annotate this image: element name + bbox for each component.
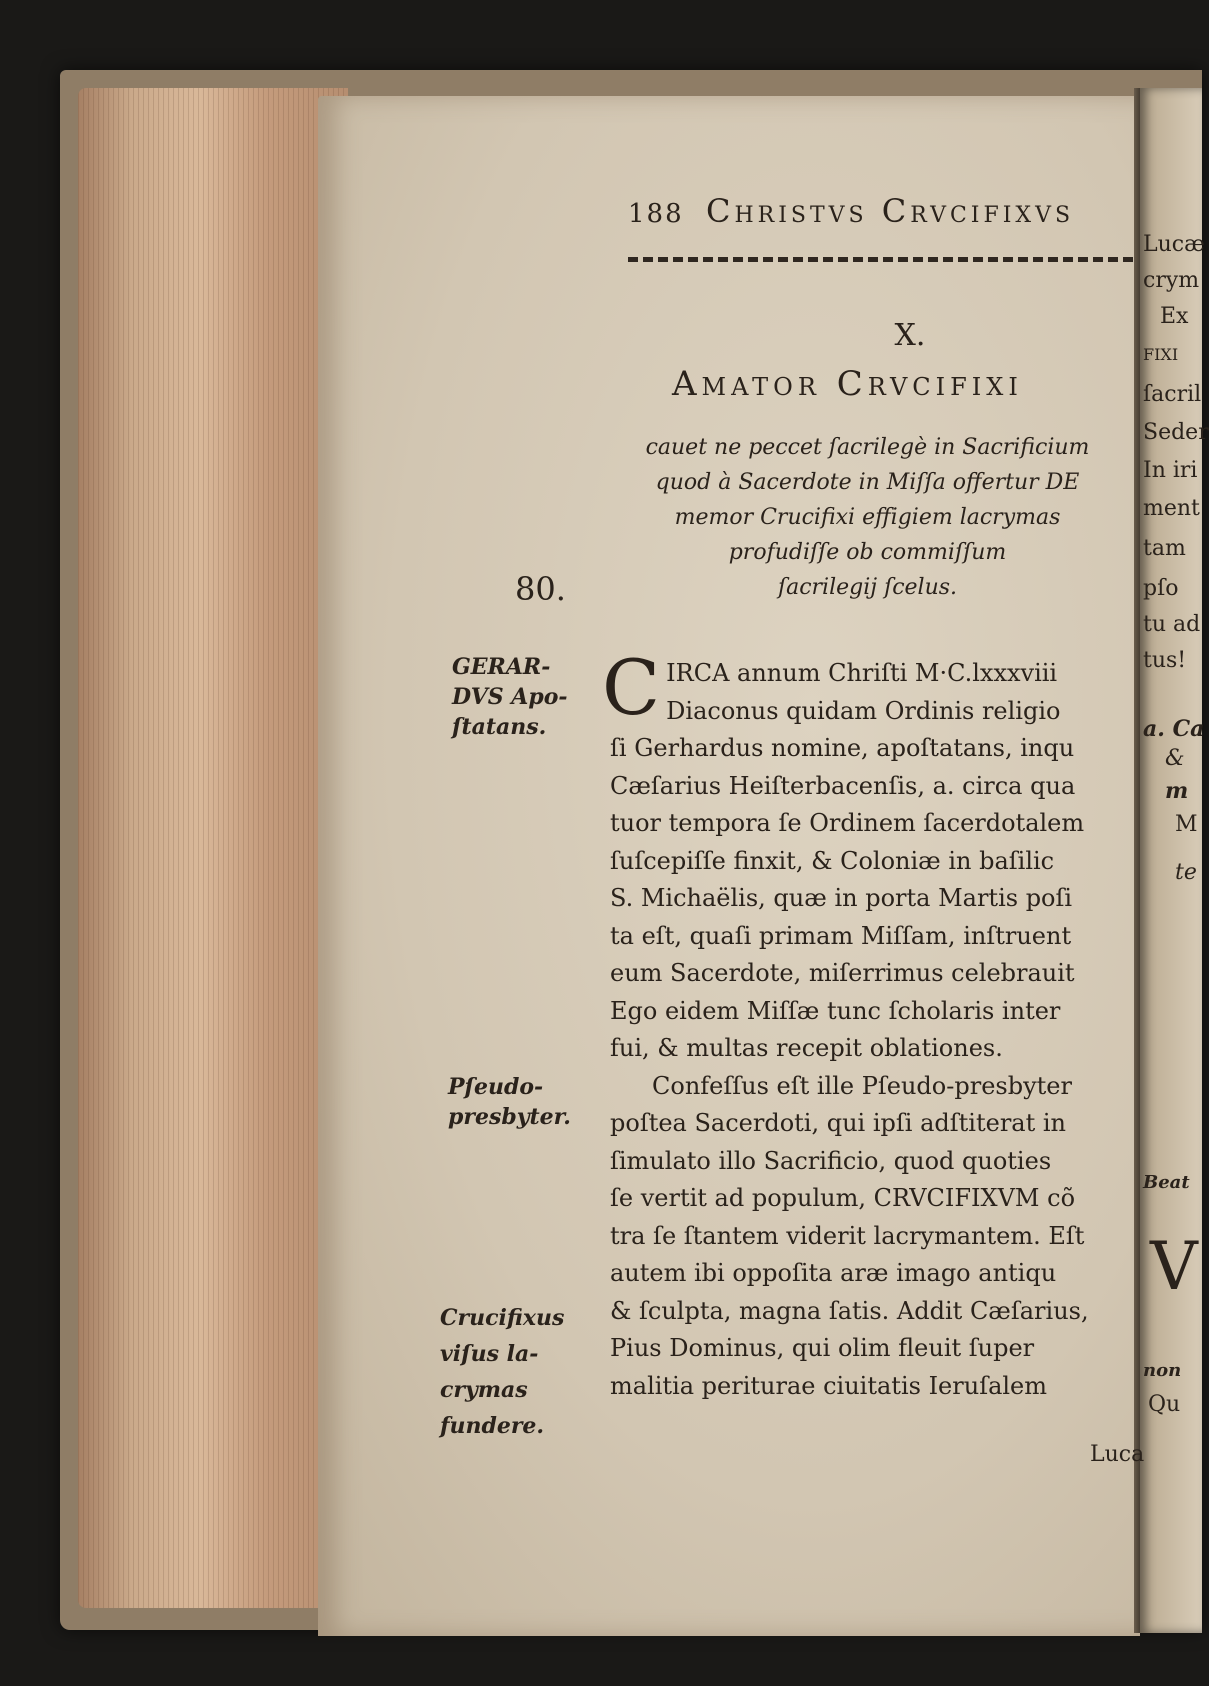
body-line: Ego eidem Miſſæ tunc ſcholaris inter [610,996,1061,1025]
body-line: Cæſarius Heiſterbacenſis, a. circa qua [610,771,1076,800]
facing-line: a. Ca [1143,716,1205,742]
section-number: X. [894,318,926,353]
facing-line: Qu [1148,1392,1181,1417]
facing-line: m [1165,778,1189,804]
facing-line: tus! [1143,648,1187,673]
summary-line: cauet ne peccet ſacrilegè in Sacrificium [645,435,1090,460]
body-line: & ſculpta, magna ſatis. Addit Cæſarius, [610,1296,1089,1325]
facing-line: Seder [1143,420,1209,445]
body-line: Diaconus quidam Ordinis religio [666,696,1061,725]
chapter-summary [600,430,1135,605]
facing-line: FIXI [1143,345,1179,364]
chapter-title: Amator Crvcifixi [672,364,1023,404]
facing-line: tu ad [1143,612,1201,637]
summary-line: quod à Sacerdote in Miſſa offertur DE [655,470,1080,495]
note-line: Crucifixus [440,1305,565,1331]
body-line: ta eſt, quaſi primam Miſſam, inſtruent [610,921,1072,950]
body-line: malitia periturae ciuitatis Ieruſalem [610,1371,1048,1400]
page-block-edge [78,88,348,1608]
note-line: viſus la- [440,1341,539,1367]
header-rule [628,257,1133,262]
facing-line: In iri [1143,458,1198,483]
body-line: ſuſcepiſſe finxit, & Coloniæ in baſilic [610,846,1055,875]
note-line: fundere. [440,1413,545,1439]
body-line: IRCA annum Chriſti M·C.lxxxviii [666,659,1058,687]
facing-line: Lucæ [1143,232,1205,257]
marginal-note-crucifixus [440,1300,564,1444]
body-line: Confeſſus eſt ille Pſeudo-presbyter [652,1071,1072,1100]
note-line: ſtatans. [452,714,547,740]
marginal-note-gerardus [452,652,568,742]
body-line: eum Sacerdote, miſerrimus celebrauit [610,959,1075,987]
facing-line: Ex [1160,304,1189,329]
facing-line: Beat [1143,1172,1190,1193]
facing-line: pſo [1143,576,1179,601]
note-line: presbyter. [448,1104,571,1130]
facing-line: M [1175,812,1198,837]
summary-line: ſacrilegij ſcelus. [777,575,958,600]
facing-line: te [1175,860,1197,885]
body-line: ſimulato illo Sacrificio, quod quoties [610,1146,1052,1175]
catchword: Luca [1090,1442,1145,1467]
facing-line: tam [1143,536,1186,561]
body-line: fui, & multas recepit oblationes. [610,1034,1003,1062]
body-text [602,643,1135,1405]
facing-line: ſacril [1143,382,1202,407]
marginal-note-pseudo [448,1072,571,1132]
body-line: Pius Dominus, qui olim fleuit ſuper [610,1334,1035,1362]
body-line: tra ſe ſtantem viderit lacrymantem. Eſt [610,1221,1085,1250]
page-number: 188 [628,199,684,229]
note-line: GERAR- [452,654,551,680]
body-line: tuor tempora ſe Ordinem ſacerdotalem [610,809,1085,837]
facing-line: V [1150,1228,1198,1305]
body-line: poſtea Sacerdoti, qui ipſi adſtiterat in [610,1109,1066,1137]
body-line: autem ibi oppoſita aræ imago antiqu [610,1259,1057,1287]
running-title: Christvs Crvcifixvs [706,192,1075,230]
running-header [628,192,1133,236]
facing-line: non [1143,1360,1182,1381]
summary-line: memor Crucifixi effigiem lacrymas [674,505,1061,530]
note-line: DVS Apo- [452,684,568,710]
margin-number: 80. [515,570,566,608]
body-line: ſe vertit ad populum, CRVCIFIXVM cõ [610,1184,1076,1212]
note-line: crymas [440,1377,528,1403]
facing-line: crym [1143,268,1200,293]
facing-line: ment [1143,496,1200,521]
drop-cap: C [602,643,661,732]
body-line: S. Michaëlis, quæ in porta Martis poſi [610,884,1073,912]
summary-line: profudiſſe ob commiſſum [728,540,1007,565]
body-line: ſi Gerhardus nomine, apoſtatans, inqu [610,734,1075,762]
facing-line: & [1165,746,1185,771]
note-line: Pſeudo- [448,1074,544,1100]
